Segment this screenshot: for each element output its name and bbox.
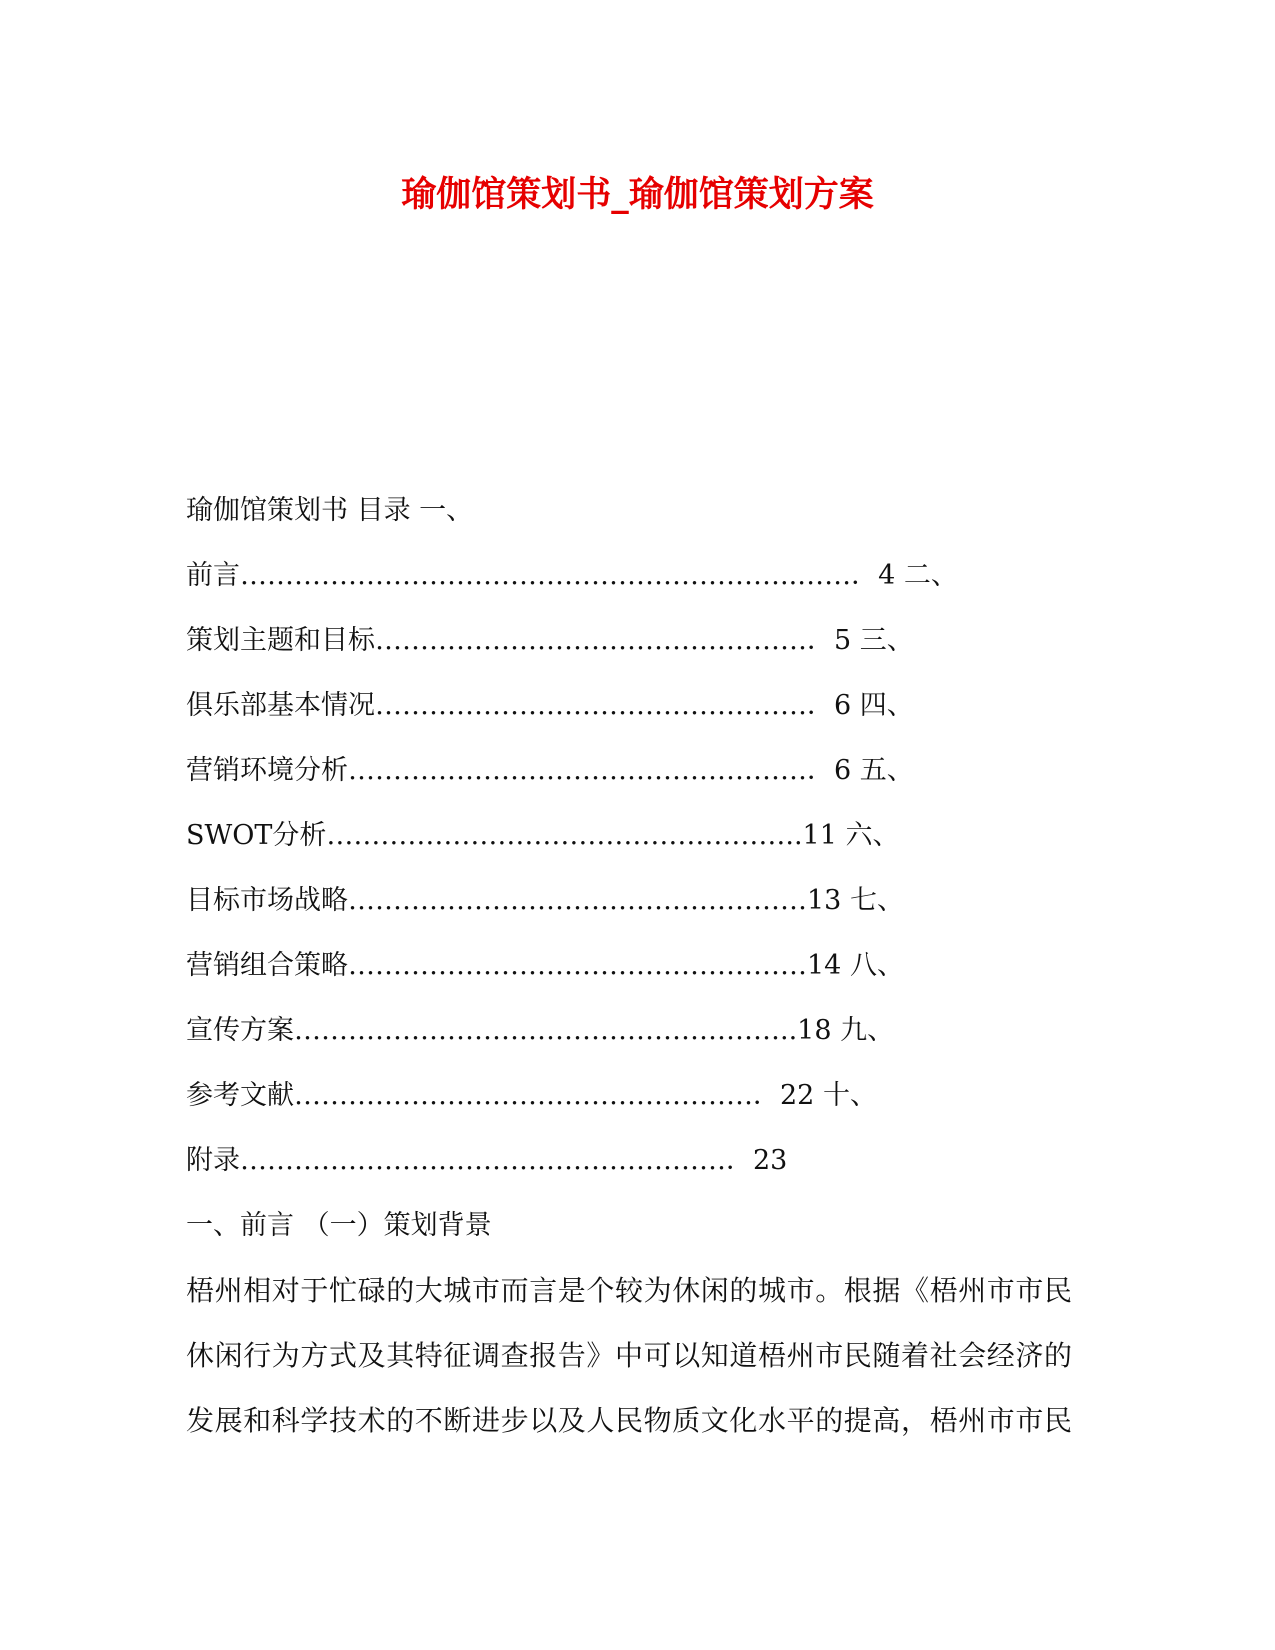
paragraph-line: 休闲行为方式及其特征调查报告》中可以知道梧州市民随着社会经济的 bbox=[186, 1339, 1073, 1372]
paragraph-line: 发展和科学技术的不断进步以及人民物质文化水平的提高，梧州市市民 bbox=[186, 1404, 1073, 1437]
document-title: 瑜伽馆策划书_瑜伽馆策划方案 bbox=[401, 174, 874, 215]
toc-line: 目标市场战略……………………………………………13 七、 bbox=[186, 885, 904, 916]
toc-line: SWOT分析……………………………………………..11 六、 bbox=[186, 820, 900, 851]
toc-line: 策划主题和目标…………………………………………．5 三、 bbox=[186, 625, 914, 656]
toc-header-line: 瑜伽馆策划书 目录 一、 bbox=[186, 495, 474, 526]
paragraph-line: 梧州相对于忙碌的大城市而言是个较为休闲的城市。根据《梧州市市民 bbox=[186, 1274, 1073, 1307]
toc-line: 营销组合策略……………………………………………14 八、 bbox=[186, 950, 904, 981]
toc-line: 宣传方案………………………………………………..18 九、 bbox=[186, 1015, 895, 1046]
toc-line: 附录………………………………………………．23 bbox=[186, 1145, 788, 1176]
section-heading: 一、前言 （一）策划背景 bbox=[186, 1210, 492, 1241]
toc-line: 营销环境分析……………………………………………．6 五、 bbox=[186, 755, 914, 786]
toc-line: 俱乐部基本情况…………………………………………．6 四、 bbox=[186, 690, 914, 721]
document-body bbox=[186, 478, 1096, 1453]
toc-line: 参考文献……………………………………………．22 十、 bbox=[186, 1080, 877, 1111]
toc-line: 前言……………………………………………………..……．4 二、 bbox=[186, 560, 958, 591]
